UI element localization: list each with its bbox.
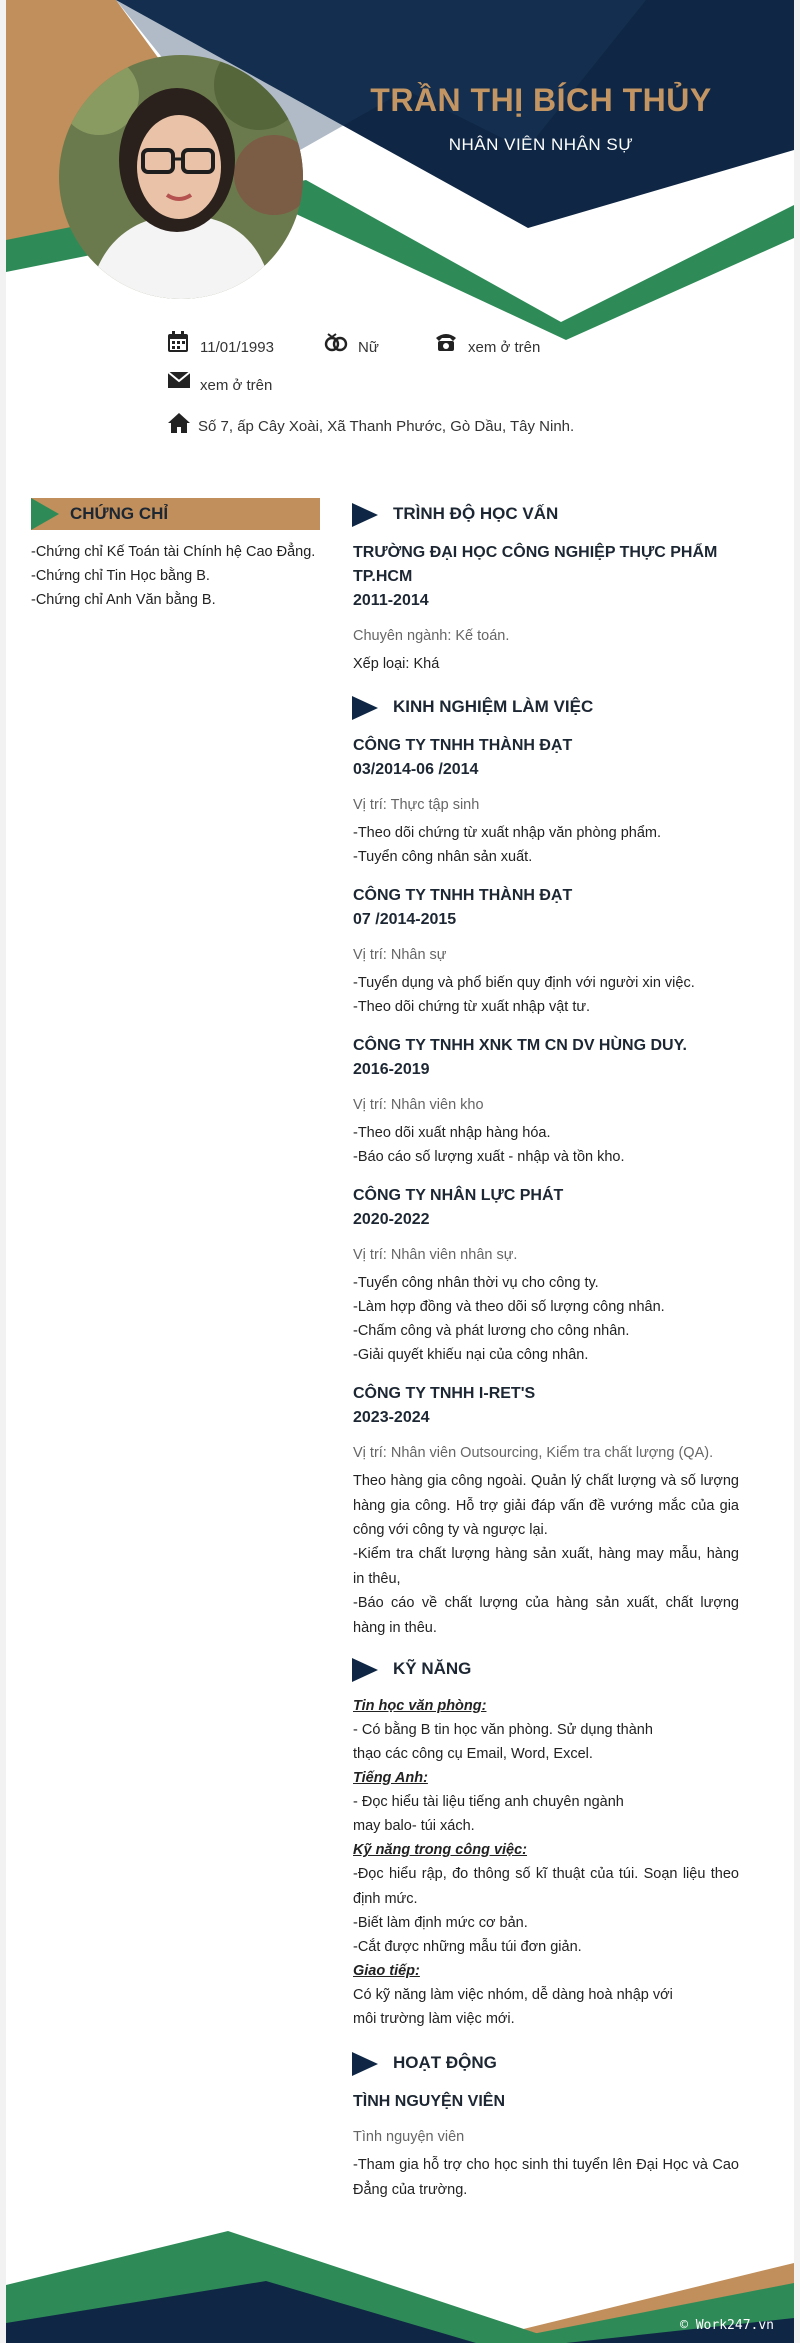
skill-line: môi trường làm việc mới.: [353, 2011, 515, 2027]
email-icon: [168, 372, 190, 393]
skill-line: thạo các công cụ Email, Word, Excel.: [353, 1746, 593, 1762]
activity-description: -Tham gia hỗ trợ cho học sinh thi tuyển lên Đại Học và Cao Đẳng của trường.: [353, 2157, 739, 2198]
address: Số 7, ấp Cây Xoài, Xã Thanh Phước, Gò Dầu, Tây Ninh.: [198, 418, 575, 435]
skills-arrow-icon: [352, 1658, 378, 1687]
job-period: 2023-2024: [353, 1409, 430, 1426]
job-period: 2020-2022: [353, 1211, 430, 1228]
activities-arrow-icon: [352, 2052, 378, 2081]
education-grade: Xếp loại: Khá: [353, 656, 440, 672]
certificate-item: -Chứng chỉ Anh Văn bằng B.: [31, 592, 216, 608]
education-arrow-icon: [352, 503, 378, 532]
skill-office-title: Tin học văn phòng:: [353, 1698, 487, 1714]
job-period: 07 /2014-2015: [353, 911, 457, 928]
job-duty: -Tuyển dụng và phổ biến quy định với người xin việc.: [353, 975, 695, 991]
phone-icon: [434, 331, 458, 358]
candidate-name: TRẦN THỊ BÍCH THỦY: [370, 82, 712, 118]
email: xem ở trên: [200, 377, 273, 394]
job-duty: Theo hàng gia công ngoài. Quản lý chất lượng và số lượng hàng gia công. Hỗ trợ giải đáp vấn đề vướng mắc của gia công với công ty và ngược lại.: [353, 1473, 739, 1538]
job-position: Vị trí: Nhân sự: [353, 947, 447, 963]
job-duty: -Giải quyết khiếu nại của công nhân.: [353, 1347, 589, 1363]
copyright-watermark: © Work247.vn: [680, 2318, 774, 2333]
job-duty: -Theo dõi chứng từ xuất nhập vật tư.: [353, 999, 591, 1015]
skill-line: -Cắt được những mẫu túi đơn giản.: [353, 1939, 582, 1955]
certificates-heading: CHỨNG CHỈ: [70, 504, 169, 523]
gender-rings-icon: [324, 331, 348, 358]
skills-heading: KỸ NĂNG: [393, 1659, 472, 1678]
job-period: 03/2014-06 /2014: [353, 761, 479, 778]
job-duty: -Làm hợp đồng và theo dõi số lượng công nhân.: [353, 1299, 665, 1315]
phone: xem ở trên: [468, 339, 541, 356]
job-duty: -Báo cáo số lượng xuất - nhập và tồn kho.: [353, 1149, 625, 1165]
job-duty: -Báo cáo về chất lượng của hàng sản xuất, chất lượng hàng in thêu.: [353, 1595, 739, 1636]
school-name-line2: TP.HCM: [353, 568, 413, 585]
skill-work-title: Kỹ năng trong công việc:: [353, 1842, 528, 1858]
gender: Nữ: [358, 339, 379, 356]
experience-arrow-icon: [352, 696, 378, 725]
job-company: CÔNG TY TNHH I-RET'S: [353, 1385, 536, 1402]
school-name-line1: TRƯỜNG ĐẠI HỌC CÔNG NGHIỆP THỰC PHẨM: [353, 544, 718, 561]
certificate-item: -Chứng chỉ Kế Toán tài Chính hệ Cao Đẳng.: [31, 544, 316, 560]
job-duty: -Chấm công và phát lương cho công nhân.: [353, 1323, 630, 1339]
experience-heading: KINH NGHIỆM LÀM VIỆC: [393, 697, 594, 716]
education-years: 2011-2014: [353, 592, 429, 609]
education-heading: TRÌNH ĐỘ HỌC VẤN: [393, 504, 559, 523]
candidate-title: NHÂN VIÊN NHÂN SỰ: [448, 135, 634, 154]
avatar: [59, 55, 303, 299]
activities-heading: HOẠT ĐỘNG: [393, 2053, 497, 2072]
job-duty: -Theo dõi chứng từ xuất nhập văn phòng phẩm.: [353, 825, 662, 841]
skill-line: -Đọc hiểu rập, đo thông số kĩ thuật của túi. Soạn liệu theo định mức.: [353, 1866, 739, 1907]
job-duty: -Theo dõi xuất nhập hàng hóa.: [353, 1125, 551, 1141]
job-duty: -Kiểm tra chất lượng hàng sản xuất, hàng may mẫu, hàng in thêu,: [353, 1546, 739, 1587]
job-position: Vị trí: Nhân viên Outsourcing, Kiểm tra chất lượng (QA).: [353, 1445, 714, 1461]
birthdate: 11/01/1993: [200, 339, 274, 356]
skill-line: - Có bằng B tin học văn phòng. Sử dụng thành: [353, 1722, 653, 1738]
job-position: Vị trí: Nhân viên nhân sự.: [353, 1247, 518, 1263]
skill-communication-title: Giao tiếp:: [353, 1963, 420, 1979]
job-company: CÔNG TY TNHH THÀNH ĐẠT: [353, 887, 573, 904]
job-position: Vị trí: Nhân viên kho: [353, 1097, 484, 1113]
job-period: 2016-2019: [353, 1061, 430, 1078]
certificates-arrow-icon: [31, 498, 59, 535]
job-company: CÔNG TY TNHH XNK TM CN DV HÙNG DUY.: [353, 1037, 687, 1054]
job-company: CÔNG TY TNHH THÀNH ĐẠT: [353, 737, 573, 754]
certificate-item: -Chứng chỉ Tin Học bằng B.: [31, 568, 210, 584]
activity-role: Tình nguyện viên: [353, 2129, 465, 2145]
activity-title: TÌNH NGUYỆN VIÊN: [353, 2093, 506, 2110]
job-position: Vị trí: Thực tập sinh: [353, 797, 480, 813]
footer-decoration: [6, 2223, 794, 2343]
job-duty: -Tuyển công nhân sản xuất.: [353, 849, 533, 865]
cv-page: [6, 0, 794, 2343]
skill-line: -Biết làm định mức cơ bản.: [353, 1915, 528, 1931]
job-duty: -Tuyển công nhân thời vụ cho công ty.: [353, 1275, 599, 1291]
skill-line: may balo- túi xách.: [353, 1818, 475, 1834]
education-major: Chuyên ngành: Kế toán.: [353, 628, 510, 644]
skill-line: Có kỹ năng làm việc nhóm, dễ dàng hoà nhập với: [353, 1987, 673, 2003]
home-icon: [168, 413, 190, 438]
skill-line: - Đọc hiểu tài liệu tiếng anh chuyên ngành: [353, 1794, 624, 1810]
job-company: CÔNG TY NHÂN LỰC PHÁT: [353, 1187, 564, 1204]
skill-english-title: Tiếng Anh:: [353, 1770, 428, 1786]
calendar-icon: [167, 331, 189, 358]
